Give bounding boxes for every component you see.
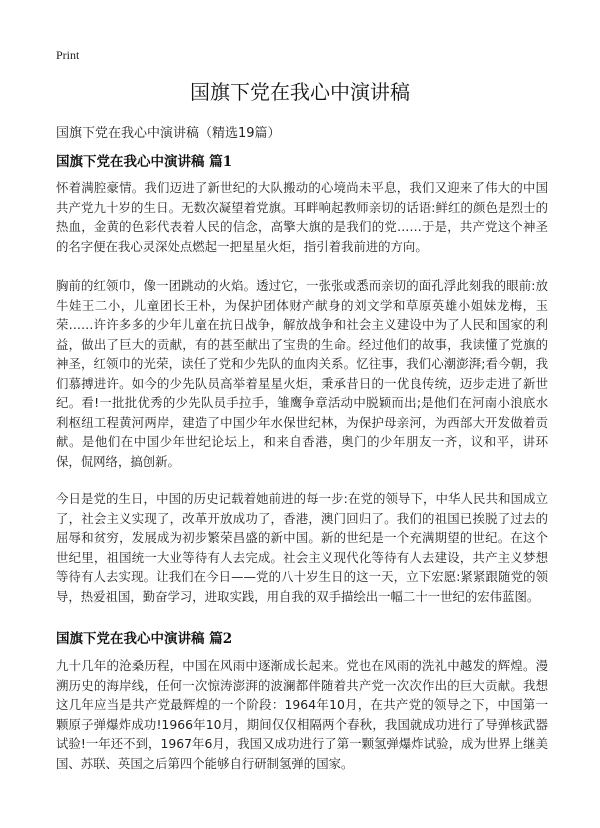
paragraph-1: 怀着满腔豪情。我们迈进了新世纪的大队搬动的心境尚未平息，我们又迎来了伟大的中国共产党九十岁的生日。无数次凝望着党旗。耳畔响起教师亲切的话语:鲜红的颜色是烈士的热血，金黄的色彩代表着人民的信念，高擎大旗的是我们的党……于是，共产党这个神圣的名字便在我心灵深处点燃起一把星星火炬，指引着我前进的方向。	[56, 180, 548, 254]
document-subtitle: 国旗下党在我心中演讲稿（精选19篇）	[56, 126, 281, 141]
section-heading-1: 国旗下党在我心中演讲稿 篇1	[56, 154, 233, 170]
paragraph-2: 胸前的红领巾，像一团跳动的火焰。透过它，一张张或悉而亲切的面孔浮此刻我的眼前:放牛娃王二小，儿童团长王朴，为保护团体财产献身的刘文学和草原英雄小姐妹龙梅，玉荣……许许多多的少年儿童在抗日战争，解放战争和社会主义建设中为了人民和国家的利益，做出了巨大的贡献，有的甚至献出了宝贵的生命。经过他们的故事，我读懂了党旗的神圣，红领巾的光荣，读任了党和少先队的血肉关系。忆往事，我们心潮澎湃;看今朝，我们慕搏进许。如今的少先队员高举着星星火炬，秉承昔日的一优良传统，迈步走进了新世纪。看!一批批优秀的少先队员手拉手，雏鹰争章活动中脱颖而出;是他们在河南小浪底水利枢纽工程黄河两岸，建造了中国少年水保世纪林，为保护母亲河，为西部大开发做着贡献。是他们在中国少年世纪论坛上，和来自香港，奥门的少年朋友一齐，议和平，讲环保，侃网络，搞创新。	[56, 278, 548, 469]
paragraph-4: 九十几年的沧桑历程，中国在风雨中逐渐成长起来。党也在风雨的洗礼中越发的辉煌。漫溯历史的海岸线，任何一次惊涛澎湃的波澜都伴随着共产党一次次作出的巨大贡献。我想这几年应当是共产党最辉煌的一个阶段：1964年10月，在共产党的领导之下，中国第一颗原子弹爆炸成功!1966年10月，期间仅仅相隔两个春秋，我国就成功进行了导弹核武器试验!一年还不到，1967年6月，我国又成功进行了第一颗氢弹爆炸试验，成为世界上继美国、苏联、英国之后第四个能够自行研制氢弹的国家。	[56, 658, 548, 771]
print-link[interactable]: Print	[56, 48, 80, 62]
document-title: 国旗下党在我心中演讲稿	[190, 80, 410, 104]
section-heading-2: 国旗下党在我心中演讲稿 篇2	[56, 631, 233, 647]
paragraph-3: 今日是党的生日，中国的历史记载着她前进的每一步:在党的领导下，中华人民共和国成立了，社会主义实现了，改革开放成功了，香港，澳门回归了。我们的祖国已挨脱了过去的屈辱和贫穷，发展成为初步繁荣昌盛的新中国。新的世纪是一个充满期望的世纪。在这个世纪里，祖国统一大业等待有人去完成。社会主义现代化等待有人去建设，共产主义梦想等待有人去实现。让我们在今日——党的八十岁生日的这一天，立下宏愿:紧紧跟随党的领导，热爱祖国，勤奋学习，进取实践，用自我的双手描绘出一幅二十一世纪的宏伟蓝图。	[56, 491, 548, 604]
